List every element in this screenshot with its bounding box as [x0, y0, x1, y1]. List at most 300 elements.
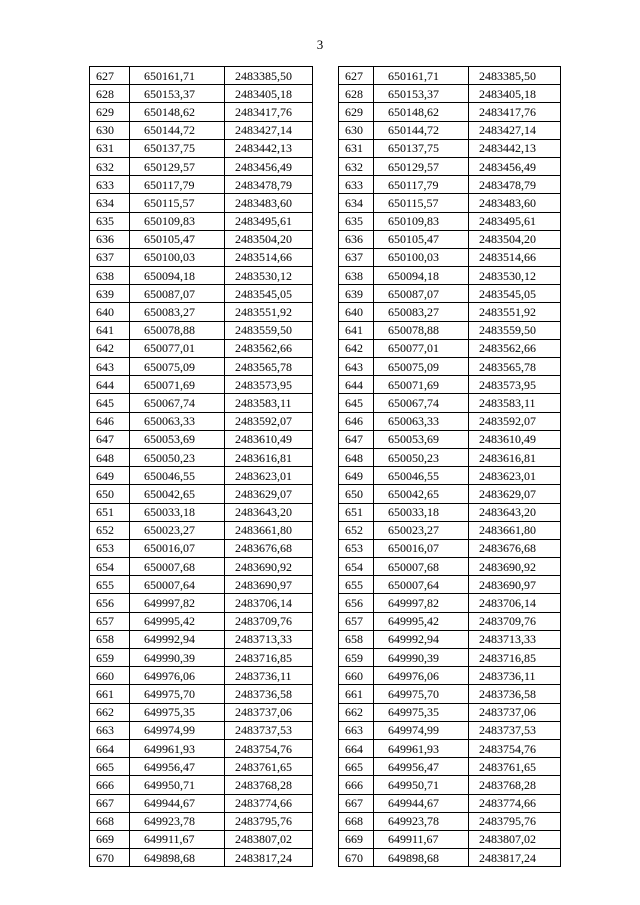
table-row [339, 758, 561, 776]
y-coordinate-cell: 2483573,95 [225, 376, 313, 394]
y-coordinate-cell: 2483768,28 [469, 776, 561, 794]
table-row [90, 649, 313, 667]
table-row [90, 303, 313, 321]
y-coordinate-cell: 2483545,05 [469, 285, 561, 303]
table-row [90, 430, 313, 448]
table-row [339, 503, 561, 521]
y-coordinate-cell: 2483559,50 [469, 321, 561, 339]
table-row [339, 812, 561, 830]
x-coordinate-cell: 650071,69 [374, 376, 469, 394]
point-number-cell: 628 [339, 85, 374, 103]
y-coordinate-cell: 2483629,07 [225, 485, 313, 503]
point-number-cell: 639 [339, 285, 374, 303]
y-coordinate-cell: 2483545,05 [225, 285, 313, 303]
y-coordinate-cell: 2483565,78 [225, 358, 313, 376]
y-coordinate-cell: 2483761,65 [469, 758, 561, 776]
point-number-cell: 645 [339, 394, 374, 412]
x-coordinate-cell: 650071,69 [130, 376, 225, 394]
table-row [339, 248, 561, 266]
x-coordinate-cell: 650153,37 [374, 85, 469, 103]
point-number-cell: 636 [90, 230, 130, 248]
y-coordinate-cell: 2483623,01 [225, 467, 313, 485]
x-coordinate-cell: 650075,09 [130, 358, 225, 376]
point-number-cell: 627 [339, 67, 374, 85]
y-coordinate-cell: 2483562,66 [225, 339, 313, 357]
x-coordinate-cell: 650042,65 [374, 485, 469, 503]
point-number-cell: 655 [339, 576, 374, 594]
table-row [339, 157, 561, 175]
y-coordinate-cell: 2483442,13 [225, 139, 313, 157]
table-row [339, 376, 561, 394]
y-coordinate-cell: 2483713,33 [469, 630, 561, 648]
point-number-cell: 641 [90, 321, 130, 339]
x-coordinate-cell: 649975,35 [374, 703, 469, 721]
x-coordinate-cell: 650067,74 [374, 394, 469, 412]
point-number-cell: 642 [339, 339, 374, 357]
y-coordinate-cell: 2483661,80 [469, 521, 561, 539]
x-coordinate-cell: 649975,35 [130, 703, 225, 721]
point-number-cell: 656 [90, 594, 130, 612]
point-number-cell: 658 [339, 630, 374, 648]
point-number-cell: 663 [339, 721, 374, 739]
table-row [339, 794, 561, 812]
point-number-cell: 659 [90, 649, 130, 667]
table-row [90, 267, 313, 285]
table-row [339, 67, 561, 85]
y-coordinate-cell: 2483514,66 [469, 248, 561, 266]
y-coordinate-cell: 2483774,66 [225, 794, 313, 812]
y-coordinate-cell: 2483690,97 [469, 576, 561, 594]
y-coordinate-cell: 2483417,76 [469, 103, 561, 121]
table-row [339, 776, 561, 794]
x-coordinate-cell: 649995,42 [374, 612, 469, 630]
point-number-cell: 662 [339, 703, 374, 721]
y-coordinate-cell: 2483761,65 [225, 758, 313, 776]
y-coordinate-cell: 2483562,66 [469, 339, 561, 357]
point-number-cell: 656 [339, 594, 374, 612]
y-coordinate-cell: 2483478,79 [225, 176, 313, 194]
table-row [90, 758, 313, 776]
y-coordinate-cell: 2483610,49 [225, 430, 313, 448]
table-row [90, 812, 313, 830]
y-coordinate-cell: 2483565,78 [469, 358, 561, 376]
point-number-cell: 637 [90, 248, 130, 266]
point-number-cell: 667 [90, 794, 130, 812]
table-row [339, 467, 561, 485]
y-coordinate-cell: 2483551,92 [469, 303, 561, 321]
point-number-cell: 631 [339, 139, 374, 157]
point-number-cell: 649 [339, 467, 374, 485]
y-coordinate-cell: 2483676,68 [225, 539, 313, 557]
x-coordinate-cell: 649950,71 [374, 776, 469, 794]
x-coordinate-cell: 649961,93 [374, 739, 469, 757]
y-coordinate-cell: 2483592,07 [225, 412, 313, 430]
point-number-cell: 651 [339, 503, 374, 521]
x-coordinate-cell: 649911,67 [130, 830, 225, 848]
point-number-cell: 632 [339, 157, 374, 175]
table-row [90, 776, 313, 794]
x-coordinate-cell: 650083,27 [374, 303, 469, 321]
table-row [90, 539, 313, 557]
x-coordinate-cell: 649975,70 [130, 685, 225, 703]
x-coordinate-cell: 650115,57 [130, 194, 225, 212]
point-number-cell: 664 [339, 739, 374, 757]
table-row [339, 394, 561, 412]
x-coordinate-cell: 649944,67 [130, 794, 225, 812]
x-coordinate-cell: 650148,62 [130, 103, 225, 121]
x-coordinate-cell: 649923,78 [374, 812, 469, 830]
y-coordinate-cell: 2483483,60 [469, 194, 561, 212]
y-coordinate-cell: 2483610,49 [469, 430, 561, 448]
y-coordinate-cell: 2483583,11 [225, 394, 313, 412]
x-coordinate-cell: 650078,88 [374, 321, 469, 339]
y-coordinate-cell: 2483573,95 [469, 376, 561, 394]
point-number-cell: 653 [90, 539, 130, 557]
x-coordinate-cell: 649975,70 [374, 685, 469, 703]
table-row [339, 558, 561, 576]
y-coordinate-cell: 2483514,66 [225, 248, 313, 266]
point-number-cell: 629 [339, 103, 374, 121]
y-coordinate-cell: 2483709,76 [469, 612, 561, 630]
table-row [339, 630, 561, 648]
x-coordinate-cell: 649992,94 [374, 630, 469, 648]
table-row [339, 849, 561, 867]
point-number-cell: 628 [90, 85, 130, 103]
x-coordinate-cell: 650046,55 [374, 467, 469, 485]
point-number-cell: 653 [339, 539, 374, 557]
table-row [339, 212, 561, 230]
x-coordinate-cell: 650067,74 [130, 394, 225, 412]
x-coordinate-cell: 650063,33 [374, 412, 469, 430]
x-coordinate-cell: 650016,07 [130, 539, 225, 557]
x-coordinate-cell: 650094,18 [374, 267, 469, 285]
table-row [339, 139, 561, 157]
y-coordinate-cell: 2483807,02 [225, 830, 313, 848]
y-coordinate-cell: 2483737,53 [469, 721, 561, 739]
table-row [339, 412, 561, 430]
table-row [90, 739, 313, 757]
table-row [90, 103, 313, 121]
point-number-cell: 647 [339, 430, 374, 448]
x-coordinate-cell: 650077,01 [130, 339, 225, 357]
point-number-cell: 662 [90, 703, 130, 721]
x-coordinate-cell: 650144,72 [374, 121, 469, 139]
table-row [90, 176, 313, 194]
point-number-cell: 650 [339, 485, 374, 503]
y-coordinate-cell: 2483716,85 [469, 649, 561, 667]
x-coordinate-cell: 650105,47 [374, 230, 469, 248]
y-coordinate-cell: 2483817,24 [469, 849, 561, 867]
table-row [90, 85, 313, 103]
y-coordinate-cell: 2483456,49 [225, 157, 313, 175]
y-coordinate-cell: 2483504,20 [469, 230, 561, 248]
point-number-cell: 629 [90, 103, 130, 121]
point-number-cell: 634 [339, 194, 374, 212]
x-coordinate-cell: 649911,67 [374, 830, 469, 848]
table-row [90, 412, 313, 430]
x-coordinate-cell: 650100,03 [374, 248, 469, 266]
y-coordinate-cell: 2483551,92 [225, 303, 313, 321]
table-row [339, 267, 561, 285]
y-coordinate-cell: 2483737,06 [469, 703, 561, 721]
x-coordinate-cell: 649956,47 [130, 758, 225, 776]
y-coordinate-cell: 2483623,01 [469, 467, 561, 485]
table-row [339, 594, 561, 612]
table-row [90, 194, 313, 212]
x-coordinate-cell: 650078,88 [130, 321, 225, 339]
point-number-cell: 630 [339, 121, 374, 139]
table-row [339, 321, 561, 339]
y-coordinate-cell: 2483385,50 [225, 67, 313, 85]
y-coordinate-cell: 2483616,81 [469, 448, 561, 466]
table-row [90, 558, 313, 576]
x-coordinate-cell: 650161,71 [130, 67, 225, 85]
y-coordinate-cell: 2483713,33 [225, 630, 313, 648]
x-coordinate-cell: 650042,65 [130, 485, 225, 503]
x-coordinate-cell: 650094,18 [130, 267, 225, 285]
x-coordinate-cell: 649944,67 [374, 794, 469, 812]
point-number-cell: 649 [90, 467, 130, 485]
point-number-cell: 663 [90, 721, 130, 739]
x-coordinate-cell: 650087,07 [130, 285, 225, 303]
point-number-cell: 644 [90, 376, 130, 394]
y-coordinate-cell: 2483754,76 [225, 739, 313, 757]
x-coordinate-cell: 650117,79 [374, 176, 469, 194]
point-number-cell: 646 [90, 412, 130, 430]
x-coordinate-cell: 650007,64 [374, 576, 469, 594]
y-coordinate-cell: 2483807,02 [469, 830, 561, 848]
table-row [90, 849, 313, 867]
x-coordinate-cell: 650050,23 [374, 448, 469, 466]
point-number-cell: 661 [339, 685, 374, 703]
table-row [90, 576, 313, 594]
x-coordinate-cell: 649950,71 [130, 776, 225, 794]
point-number-cell: 642 [90, 339, 130, 357]
table-row [339, 667, 561, 685]
table-row [339, 703, 561, 721]
x-coordinate-cell: 649997,82 [130, 594, 225, 612]
x-coordinate-cell: 650053,69 [130, 430, 225, 448]
coordinates-table-left [89, 66, 313, 867]
point-number-cell: 646 [339, 412, 374, 430]
table-row [90, 830, 313, 848]
table-row [339, 176, 561, 194]
x-coordinate-cell: 650033,18 [374, 503, 469, 521]
y-coordinate-cell: 2483417,76 [225, 103, 313, 121]
y-coordinate-cell: 2483795,76 [469, 812, 561, 830]
x-coordinate-cell: 650109,83 [130, 212, 225, 230]
table-row [339, 230, 561, 248]
x-coordinate-cell: 650033,18 [130, 503, 225, 521]
y-coordinate-cell: 2483616,81 [225, 448, 313, 466]
table-row [90, 212, 313, 230]
point-number-cell: 632 [90, 157, 130, 175]
table-row [339, 485, 561, 503]
y-coordinate-cell: 2483736,58 [469, 685, 561, 703]
x-coordinate-cell: 650117,79 [130, 176, 225, 194]
table-row [339, 739, 561, 757]
point-number-cell: 637 [339, 248, 374, 266]
table-row [90, 139, 313, 157]
y-coordinate-cell: 2483385,50 [469, 67, 561, 85]
table-row [90, 794, 313, 812]
point-number-cell: 631 [90, 139, 130, 157]
y-coordinate-cell: 2483643,20 [469, 503, 561, 521]
y-coordinate-cell: 2483737,06 [225, 703, 313, 721]
table-row [90, 630, 313, 648]
y-coordinate-cell: 2483754,76 [469, 739, 561, 757]
x-coordinate-cell: 650100,03 [130, 248, 225, 266]
table-row [90, 685, 313, 703]
y-coordinate-cell: 2483736,11 [469, 667, 561, 685]
y-coordinate-cell: 2483736,11 [225, 667, 313, 685]
y-coordinate-cell: 2483774,66 [469, 794, 561, 812]
y-coordinate-cell: 2483483,60 [225, 194, 313, 212]
y-coordinate-cell: 2483690,92 [225, 558, 313, 576]
table-row [90, 521, 313, 539]
table-row [339, 85, 561, 103]
table-row [339, 103, 561, 121]
x-coordinate-cell: 649974,99 [374, 721, 469, 739]
y-coordinate-cell: 2483716,85 [225, 649, 313, 667]
point-number-cell: 652 [90, 521, 130, 539]
point-number-cell: 654 [339, 558, 374, 576]
x-coordinate-cell: 650053,69 [374, 430, 469, 448]
x-coordinate-cell: 650007,68 [374, 558, 469, 576]
table-row [90, 448, 313, 466]
page-number: 3 [316, 37, 324, 52]
table-row [339, 339, 561, 357]
x-coordinate-cell: 649956,47 [374, 758, 469, 776]
point-number-cell: 641 [339, 321, 374, 339]
x-coordinate-cell: 650046,55 [130, 467, 225, 485]
x-coordinate-cell: 650016,07 [374, 539, 469, 557]
table-row [90, 121, 313, 139]
x-coordinate-cell: 650083,27 [130, 303, 225, 321]
x-coordinate-cell: 649995,42 [130, 612, 225, 630]
y-coordinate-cell: 2483495,61 [469, 212, 561, 230]
table-row [339, 430, 561, 448]
x-coordinate-cell: 650161,71 [374, 67, 469, 85]
x-coordinate-cell: 650109,83 [374, 212, 469, 230]
point-number-cell: 661 [90, 685, 130, 703]
table-row [339, 721, 561, 739]
point-number-cell: 654 [90, 558, 130, 576]
y-coordinate-cell: 2483427,14 [225, 121, 313, 139]
x-coordinate-cell: 650077,01 [374, 339, 469, 357]
table-row [90, 703, 313, 721]
y-coordinate-cell: 2483530,12 [225, 267, 313, 285]
point-number-cell: 636 [339, 230, 374, 248]
point-number-cell: 643 [90, 358, 130, 376]
x-coordinate-cell: 650050,23 [130, 448, 225, 466]
y-coordinate-cell: 2483817,24 [225, 849, 313, 867]
table-row [339, 285, 561, 303]
point-number-cell: 659 [339, 649, 374, 667]
point-number-cell: 660 [339, 667, 374, 685]
x-coordinate-cell: 649923,78 [130, 812, 225, 830]
x-coordinate-cell: 649898,68 [374, 849, 469, 867]
table-row [90, 321, 313, 339]
table-row [90, 157, 313, 175]
point-number-cell: 650 [90, 485, 130, 503]
point-number-cell: 658 [90, 630, 130, 648]
y-coordinate-cell: 2483629,07 [469, 485, 561, 503]
x-coordinate-cell: 650137,75 [130, 139, 225, 157]
point-number-cell: 668 [339, 812, 374, 830]
point-number-cell: 657 [90, 612, 130, 630]
y-coordinate-cell: 2483736,58 [225, 685, 313, 703]
point-number-cell: 668 [90, 812, 130, 830]
y-coordinate-cell: 2483768,28 [225, 776, 313, 794]
table-row [339, 448, 561, 466]
table-row [339, 830, 561, 848]
table-row [90, 285, 313, 303]
table-row [90, 248, 313, 266]
x-coordinate-cell: 650144,72 [130, 121, 225, 139]
y-coordinate-cell: 2483427,14 [469, 121, 561, 139]
coordinates-table-right [338, 66, 561, 867]
x-coordinate-cell: 650063,33 [130, 412, 225, 430]
point-number-cell: 665 [90, 758, 130, 776]
point-number-cell: 670 [339, 849, 374, 867]
point-number-cell: 638 [90, 267, 130, 285]
table-row [339, 521, 561, 539]
y-coordinate-cell: 2483690,92 [469, 558, 561, 576]
y-coordinate-cell: 2483478,79 [469, 176, 561, 194]
x-coordinate-cell: 650105,47 [130, 230, 225, 248]
table-row [339, 685, 561, 703]
point-number-cell: 648 [90, 448, 130, 466]
y-coordinate-cell: 2483442,13 [469, 139, 561, 157]
point-number-cell: 644 [339, 376, 374, 394]
point-number-cell: 633 [90, 176, 130, 194]
table-row [90, 230, 313, 248]
y-coordinate-cell: 2483690,97 [225, 576, 313, 594]
y-coordinate-cell: 2483795,76 [225, 812, 313, 830]
table-row [90, 594, 313, 612]
y-coordinate-cell: 2483661,80 [225, 521, 313, 539]
y-coordinate-cell: 2483405,18 [225, 85, 313, 103]
table-row [90, 485, 313, 503]
y-coordinate-cell: 2483405,18 [469, 85, 561, 103]
x-coordinate-cell: 650148,62 [374, 103, 469, 121]
point-number-cell: 635 [339, 212, 374, 230]
point-number-cell: 634 [90, 194, 130, 212]
table-row [90, 503, 313, 521]
y-coordinate-cell: 2483592,07 [469, 412, 561, 430]
table-row [339, 539, 561, 557]
point-number-cell: 651 [90, 503, 130, 521]
point-number-cell: 660 [90, 667, 130, 685]
x-coordinate-cell: 649990,39 [130, 649, 225, 667]
x-coordinate-cell: 650023,27 [130, 521, 225, 539]
y-coordinate-cell: 2483559,50 [225, 321, 313, 339]
table-row [339, 576, 561, 594]
table-row [90, 394, 313, 412]
point-number-cell: 669 [90, 830, 130, 848]
y-coordinate-cell: 2483709,76 [225, 612, 313, 630]
point-number-cell: 670 [90, 849, 130, 867]
y-coordinate-cell: 2483737,53 [225, 721, 313, 739]
table-row [90, 339, 313, 357]
table-row [90, 612, 313, 630]
y-coordinate-cell: 2483676,68 [469, 539, 561, 557]
point-number-cell: 669 [339, 830, 374, 848]
y-coordinate-cell: 2483583,11 [469, 394, 561, 412]
coordinates-table-left-body [90, 67, 313, 867]
point-number-cell: 645 [90, 394, 130, 412]
